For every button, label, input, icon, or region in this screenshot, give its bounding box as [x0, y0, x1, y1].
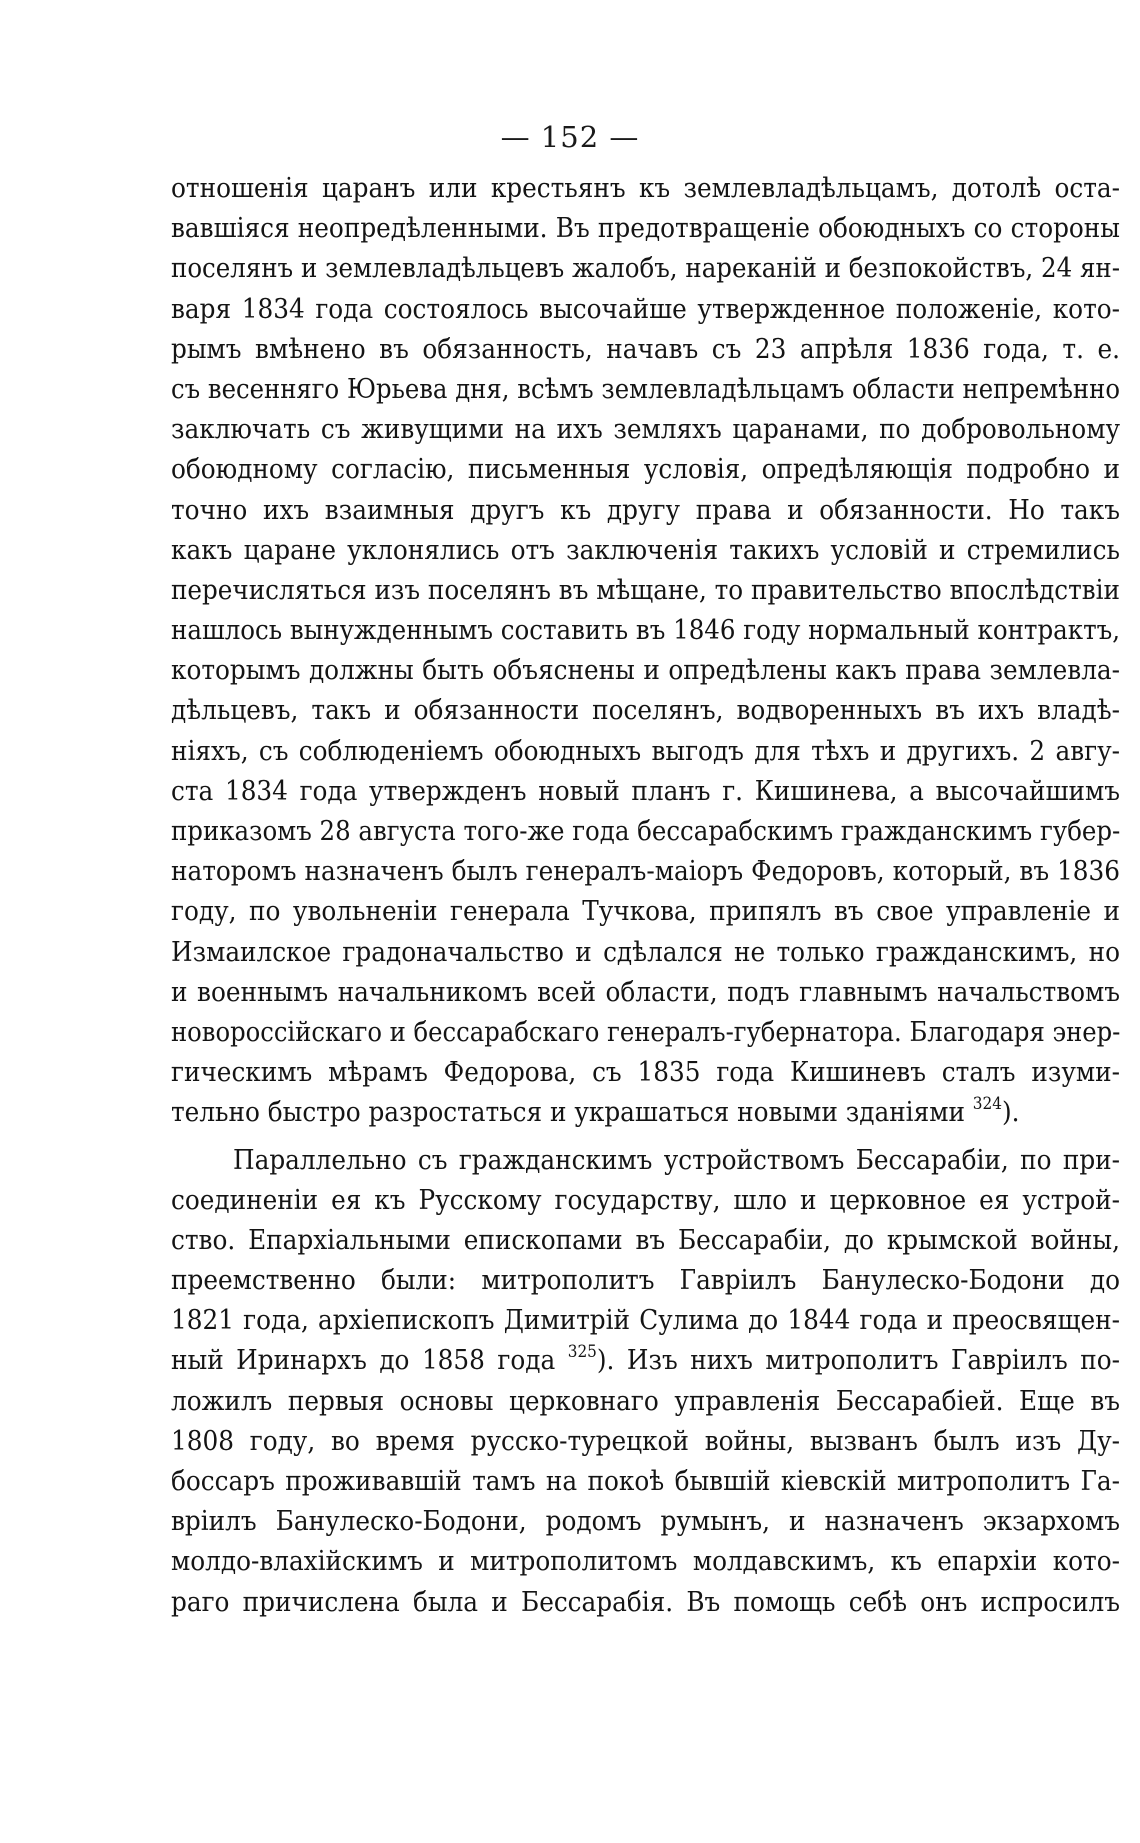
- text-line: Измаилское градоначальство и сдѣлался не только гражданскимъ, но: [171, 935, 1120, 968]
- footnote-ref-325: 325: [567, 1342, 597, 1363]
- text-line: молдо-влахійскимъ и митрополитомъ молдавскимъ, къ епархіи кото-: [171, 1545, 1120, 1578]
- text-line-indented: Параллельно съ гражданскимъ устройствомъ Бессарабіи, по при-: [233, 1143, 1120, 1176]
- text-line: съ весенняго Юрьева дня, всѣмъ землевладѣльцамъ области непремѣнно: [171, 372, 1120, 405]
- text-line: вріилъ Банулеско-Бодони, родомъ румынъ, и назначенъ экзархомъ: [171, 1505, 1120, 1538]
- text-line: дѣльцевъ, такъ и обязанности поселянъ, водворенныхъ въ ихъ владѣ-: [171, 694, 1120, 727]
- text-line: ста 1834 года утвержденъ новый планъ г. Кишинева, а высочайшимъ: [171, 774, 1120, 807]
- text-line: ство. Епархіальными епископами въ Бессарабіи, до крымской войны,: [171, 1223, 1120, 1256]
- text-line: поселянъ и землевладѣльцевъ жалобъ, нареканій и безпокойствъ, 24 ян-: [171, 252, 1121, 285]
- line-closing: ).: [1001, 1096, 1020, 1129]
- text-line: году, по увольненіи генерала Тучкова, припялъ въ свое управленіе и: [171, 895, 1120, 928]
- text-line: которымъ должны быть объяснены и опредѣлены какъ права землевла-: [171, 654, 1120, 687]
- text-line: 1808 году, во время русско-турецкой войны, вызванъ былъ изъ Ду-: [171, 1424, 1120, 1457]
- text-line: новороссійскаго и бессарабскаго генералъ-губернатора. Благодаря энер-: [171, 1015, 1121, 1048]
- text-line: 1821 года, архіепископъ Димитрій Сулима до 1844 года и преосвящен-: [171, 1304, 1120, 1337]
- paragraph-1: [171, 168, 1120, 1133]
- text-line: перечисляться изъ поселянъ въ мѣщане, то правительство впослѣдствіи: [171, 573, 1120, 606]
- text-line: раго причислена была и Бессарабія. Въ помощь себѣ онъ испросилъ: [171, 1585, 1120, 1618]
- text-line: ніяхъ, съ соблюденіемъ обоюдныхъ выгодъ для тѣхъ и другихъ. 2 авгу-: [171, 734, 1120, 767]
- text-line: преемственно были: митрополитъ Гавріилъ Банулеско-Бодони до: [171, 1264, 1120, 1297]
- text-line: рымъ вмѣнено въ обязанность, начавъ съ 23 апрѣля 1836 года, т. е.: [171, 332, 1120, 365]
- text-line: точно ихъ взаимныя другъ къ другу права и обязанности. Но такъ: [171, 493, 1120, 526]
- text-line: варя 1834 года состоялось высочайше утвержденное положеніе, кото-: [171, 292, 1120, 325]
- text-line: нашлось вынужденнымъ составить въ 1846 году нормальный контрактъ,: [171, 614, 1120, 647]
- text-line: обоюдному согласію, письменныя условія, опредѣляющія подробно и: [171, 453, 1120, 486]
- text-line: гическимъ мѣрамъ Федорова, съ 1835 года Кишиневъ сталъ изуми-: [171, 1056, 1120, 1089]
- text-line-footnote: [171, 1340, 1120, 1380]
- line-text: тельно быстро разростаться и украшаться новыми зданіями: [171, 1096, 973, 1129]
- text-line: ложилъ первыя основы церковнаго управленія Бессарабіей. Еще въ: [171, 1384, 1120, 1417]
- text-line: приказомъ 28 августа того-же года бессарабскимъ гражданскимъ губер-: [171, 815, 1121, 847]
- footnote-ref-324: 324: [972, 1094, 1002, 1115]
- text-line: и военнымъ начальникомъ всей области, подъ главнымъ начальствомъ: [171, 975, 1120, 1008]
- text-line-last: [171, 1092, 1120, 1132]
- text-line: наторомъ назначенъ былъ генералъ-маіоръ Федоровъ, который, въ 1836: [171, 855, 1120, 888]
- line-text: ный Иринархъ до 1858 года: [171, 1344, 568, 1377]
- paragraph-2: [171, 1140, 1120, 1622]
- text-line: боссаръ проживавшій тамъ на покоѣ бывшій кіевскій митрополитъ Га-: [171, 1465, 1120, 1497]
- text-line: вавшіяся неопредѣленными. Въ предотвращеніе обоюдныхъ со стороны: [171, 212, 1120, 245]
- text-line: отношенія царанъ или крестьянъ къ землевладѣльцамъ, дотолѣ оста-: [171, 172, 1120, 204]
- text-line: соединеніи ея къ Русскому государству, шло и церковное ея устрой-: [171, 1183, 1120, 1216]
- text-line: заключать съ живущими на ихъ земляхъ царанами, по добровольному: [171, 413, 1120, 446]
- page-number: — 152 —: [500, 120, 640, 154]
- body-text: [171, 168, 1120, 1622]
- paragraph-gap: [171, 1133, 1120, 1140]
- line-closing: ). Изъ нихъ митрополитъ Гавріилъ по-: [596, 1344, 1120, 1377]
- text-line: какъ царане уклонялись отъ заключенія такихъ условій и стремились: [171, 533, 1120, 566]
